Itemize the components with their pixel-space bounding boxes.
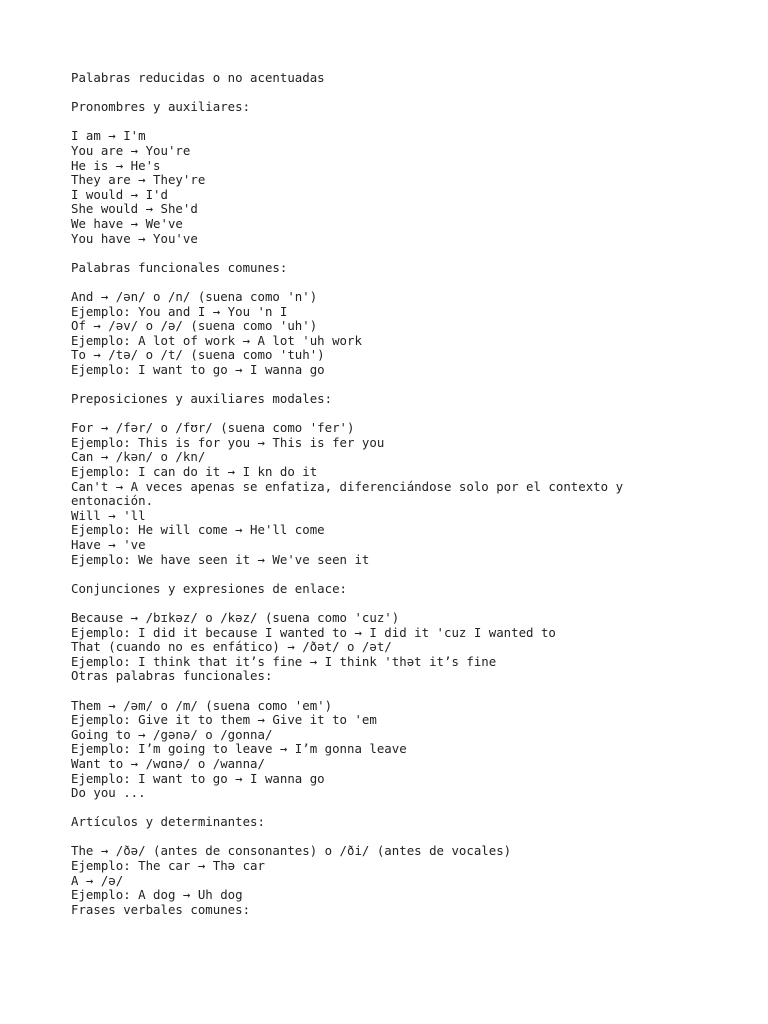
text-line: Ejemplo: A dog → Uh dog: [71, 887, 243, 903]
text-line: Have → 've: [71, 537, 146, 552]
text-line: They are → They're: [71, 172, 206, 188]
text-line: Palabras reducidas o no acentuadas: [71, 70, 325, 85]
blank-line: [71, 596, 711, 611]
text-line: Ejemplo: He will come → He'll come: [71, 522, 325, 538]
text-line: Ejemplo: This is for you → This is fer you: [71, 434, 385, 450]
text-line: Ejemplo: A lot of work → A lot 'uh work: [71, 332, 362, 348]
text-line: I would → I'd: [71, 186, 168, 202]
text-line: We have → We've: [71, 215, 183, 231]
text-line: Ejemplo: I want to go → I wanna go: [71, 770, 325, 786]
text-line: You are → You're: [71, 142, 191, 158]
text-line: Will → 'll: [71, 507, 146, 523]
text-line: Ejemplo: I did it because I wanted to → I did it 'cuz I wanted to: [71, 624, 556, 640]
text-line: Of → /əv/ o /ə/ (suena como 'uh'): [71, 318, 318, 334]
text-line: I am → I'm: [71, 128, 146, 144]
text-line: That (cuando no es enfático) → /ðət/ o /ət/: [71, 639, 392, 655]
text-line: Palabras funcionales comunes:: [71, 259, 288, 275]
text-line: Conjunciones y expresiones de enlace:: [71, 580, 348, 596]
text-line: Pronombres y auxiliares:: [71, 99, 251, 115]
blank-line: [71, 801, 711, 816]
text-line: Otras palabras funcionales:: [71, 668, 273, 684]
text-line: For → /fər/ o /fʊr/ (suena como 'fer'): [71, 420, 355, 436]
text-line: Ejemplo: I can do it → I kn do it: [71, 464, 318, 480]
blank-line: [71, 246, 711, 261]
blank-line: [71, 684, 711, 699]
text-line: Can't → A veces apenas se enfatiza, diferenciándose solo por el contexto y: [71, 478, 624, 494]
text-line: Ejemplo: The car → Thə car: [71, 858, 265, 874]
document-body: [71, 71, 711, 917]
text-line: Ejemplo: I’m going to leave → I’m gonna leave: [71, 741, 407, 757]
text-line: Going to → /gənə/ o /gonna/: [71, 726, 273, 742]
text-line: The → /ðə/ (antes de consonantes) o /ði/ (antes de vocales): [71, 843, 512, 859]
text-line: Want to → /wɑnə/ o /wanna/: [71, 755, 265, 771]
text-line: entonación.: [71, 493, 154, 509]
blank-line: [71, 115, 711, 130]
blank-line: [71, 830, 711, 845]
text-line: And → /ən/ o /n/ (suena como 'n'): [71, 288, 318, 304]
text-line: Ejemplo: You and I → You 'n I: [71, 303, 288, 319]
text-line: A → /ə/: [71, 872, 124, 888]
blank-line: [71, 567, 711, 582]
text-line: Artículos y determinantes:: [71, 814, 265, 830]
text-line: Preposiciones y auxiliares modales:: [71, 391, 333, 407]
blank-line: [71, 407, 711, 422]
text-line: Because → /bɪkəz/ o /kəz/ (suena como 'cuz'): [71, 609, 400, 625]
text-line: Them → /əm/ o /m/ (suena como 'em'): [71, 697, 333, 713]
text-line: Ejemplo: I think that it’s fine → I think 'thət it’s fine: [71, 653, 497, 669]
text-line: Ejemplo: Give it to them → Give it to 'em: [71, 712, 377, 728]
blank-line: [71, 275, 711, 290]
text-line: Ejemplo: I want to go → I wanna go: [71, 361, 325, 377]
blank-line: [71, 377, 711, 392]
text-line: Frases verbales comunes:: [71, 901, 251, 917]
text-line: She would → She'd: [71, 201, 198, 217]
text-line: Can → /kən/ o /kn/: [71, 449, 206, 465]
blank-line: [71, 86, 711, 101]
text-line: To → /tə/ o /t/ (suena como 'tuh'): [71, 347, 325, 363]
text-line: You have → You've: [71, 230, 198, 246]
text-line: Ejemplo: We have seen it → We've seen it: [71, 551, 370, 567]
text-line: Do you ...: [71, 785, 146, 801]
text-line: He is → He's: [71, 157, 161, 173]
